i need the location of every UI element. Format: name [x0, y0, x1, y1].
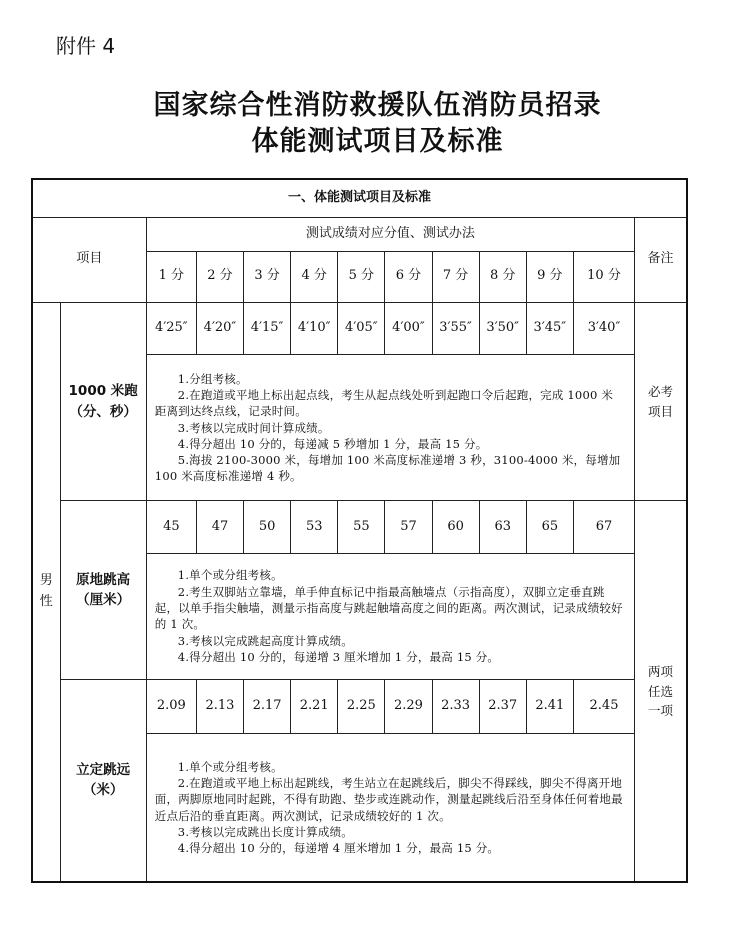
value-cell: 47 — [196, 501, 243, 553]
value-cell: 55 — [338, 501, 385, 553]
value-cell: 65 — [526, 501, 573, 553]
score-col-3: 3 分 — [244, 251, 291, 302]
value-cell: 53 — [291, 501, 338, 553]
value-cell: 2.41 — [526, 679, 573, 733]
value-cell: 67 — [573, 501, 634, 553]
value-cell: 2.29 — [385, 679, 432, 733]
value-cell: 2.09 — [146, 679, 196, 733]
document-title: 国家综合性消防救援队伍消防员招录 — [153, 90, 602, 121]
item-unit: （米） — [82, 782, 124, 799]
gender-cell — [32, 302, 60, 882]
item-unit: （分、秒） — [69, 403, 137, 420]
method-line: 5.海拔 2100-3000 米，每增加 100 米高度标准递增 3 秒，3100-4000 米，每增加 100 米高度标准递增 4 秒。 — [154, 453, 621, 484]
gender-label: 男性 — [39, 573, 53, 609]
value-cell: 2.37 — [479, 679, 526, 733]
score-col-8: 8 分 — [479, 251, 526, 302]
value-cell: 63 — [479, 501, 526, 553]
value-cell: 2.13 — [196, 679, 243, 733]
method-standing-long-jump — [146, 734, 634, 882]
method-line: 3.考核以完成时间计算成绩。 — [177, 420, 330, 435]
value-cell: 3′45″ — [526, 302, 573, 354]
value-cell: 2.25 — [338, 679, 385, 733]
method-line: 3.考核以完成跳出长度计算成绩。 — [177, 824, 353, 839]
method-line: 4.得分超出 10 分的，每递增 3 厘米增加 1 分，最高 15 分。 — [177, 649, 500, 664]
value-cell: 4′25″ — [146, 302, 196, 354]
method-line: 4.得分超出 10 分的，每递减 5 秒增加 1 分，最高 15 分。 — [177, 436, 488, 451]
item-name: 1000 米跑 — [68, 383, 138, 400]
item-name: 立定跳远 — [76, 762, 131, 779]
remark-choose-text: 两项任选一项 — [648, 664, 674, 718]
value-cell: 4′05″ — [338, 302, 385, 354]
method-line: 1.单个或分组考核。 — [177, 568, 283, 583]
value-cell: 3′40″ — [573, 302, 634, 354]
value-cell: 3′55″ — [432, 302, 479, 354]
value-cell: 2.17 — [244, 679, 291, 733]
score-col-4: 4 分 — [291, 251, 338, 302]
method-1000m-run — [146, 354, 634, 500]
item-standing-high-jump — [60, 501, 146, 680]
method-line: 4.得分超出 10 分的，每递增 4 厘米增加 1 分，最高 15 分。 — [177, 841, 500, 856]
method-line: 2.在跑道或平地上标出起跳线，考生站立在起跳线后，脚尖不得踩线，脚尖不得离开地面，两脚原地同时起跳，不得有助跑、垫步或连跳动作，测量起跳线后沿至身体任何着地最近点后沿的垂直距离。两次测试，记录成绩较好的 1 次。 — [154, 775, 623, 823]
score-col-6: 6 分 — [385, 251, 432, 302]
value-cell: 4′15″ — [244, 302, 291, 354]
method-line: 3.考核以完成跳起高度计算成绩。 — [177, 633, 353, 648]
value-cell: 45 — [146, 501, 196, 553]
item-1000m-run — [60, 302, 146, 501]
item-header: 项目 — [32, 217, 146, 302]
score-col-1: 1 分 — [146, 251, 196, 302]
method-standing-high-jump — [146, 553, 634, 679]
method-line: 1.单个或分组考核。 — [177, 759, 283, 774]
item-unit: （厘米） — [76, 592, 131, 609]
value-cell: 2.33 — [432, 679, 479, 733]
value-cell: 4′20″ — [196, 302, 243, 354]
item-standing-long-jump — [60, 679, 146, 882]
method-line: 1.分组考核。 — [177, 371, 248, 386]
value-cell: 60 — [432, 501, 479, 553]
value-cell: 57 — [385, 501, 432, 553]
value-cell: 50 — [244, 501, 291, 553]
remark-header: 备注 — [635, 217, 687, 302]
document-subtitle: 体能测试项目及标准 — [251, 126, 504, 157]
value-cell: 4′00″ — [385, 302, 432, 354]
method-line: 2.考生双脚站立靠墙，单手伸直标记中指最高触墙点（示指高度），双脚立定垂直跳起，以单手指尖触墙，测量示指高度与跳起触墙高度之间的距离。两次测试，记录成绩较好的 1 次。 — [154, 584, 623, 632]
fitness-standard-table — [31, 178, 688, 883]
value-cell: 3′50″ — [479, 302, 526, 354]
remark-required-text: 必考项目 — [648, 384, 674, 419]
remark-choose — [635, 501, 687, 882]
score-col-2: 2 分 — [196, 251, 243, 302]
value-cell: 2.21 — [291, 679, 338, 733]
score-col-5: 5 分 — [338, 251, 385, 302]
score-col-7: 7 分 — [432, 251, 479, 302]
score-col-10: 10 分 — [573, 251, 634, 302]
score-col-9: 9 分 — [526, 251, 573, 302]
remark-required — [635, 302, 687, 501]
value-cell: 4′10″ — [291, 302, 338, 354]
attachment-label: 附件 4 — [56, 34, 116, 58]
section-title: 一、体能测试项目及标准 — [32, 179, 687, 217]
value-cell: 2.45 — [573, 679, 634, 733]
score-header: 测试成绩对应分值、测试办法 — [146, 217, 634, 251]
method-line: 2.在跑道或平地上标出起点线，考生从起点线处听到起跑口令后起跑，完成 1000 米距离到达终点线，记录时间。 — [154, 387, 614, 419]
item-name: 原地跳高 — [76, 571, 131, 588]
